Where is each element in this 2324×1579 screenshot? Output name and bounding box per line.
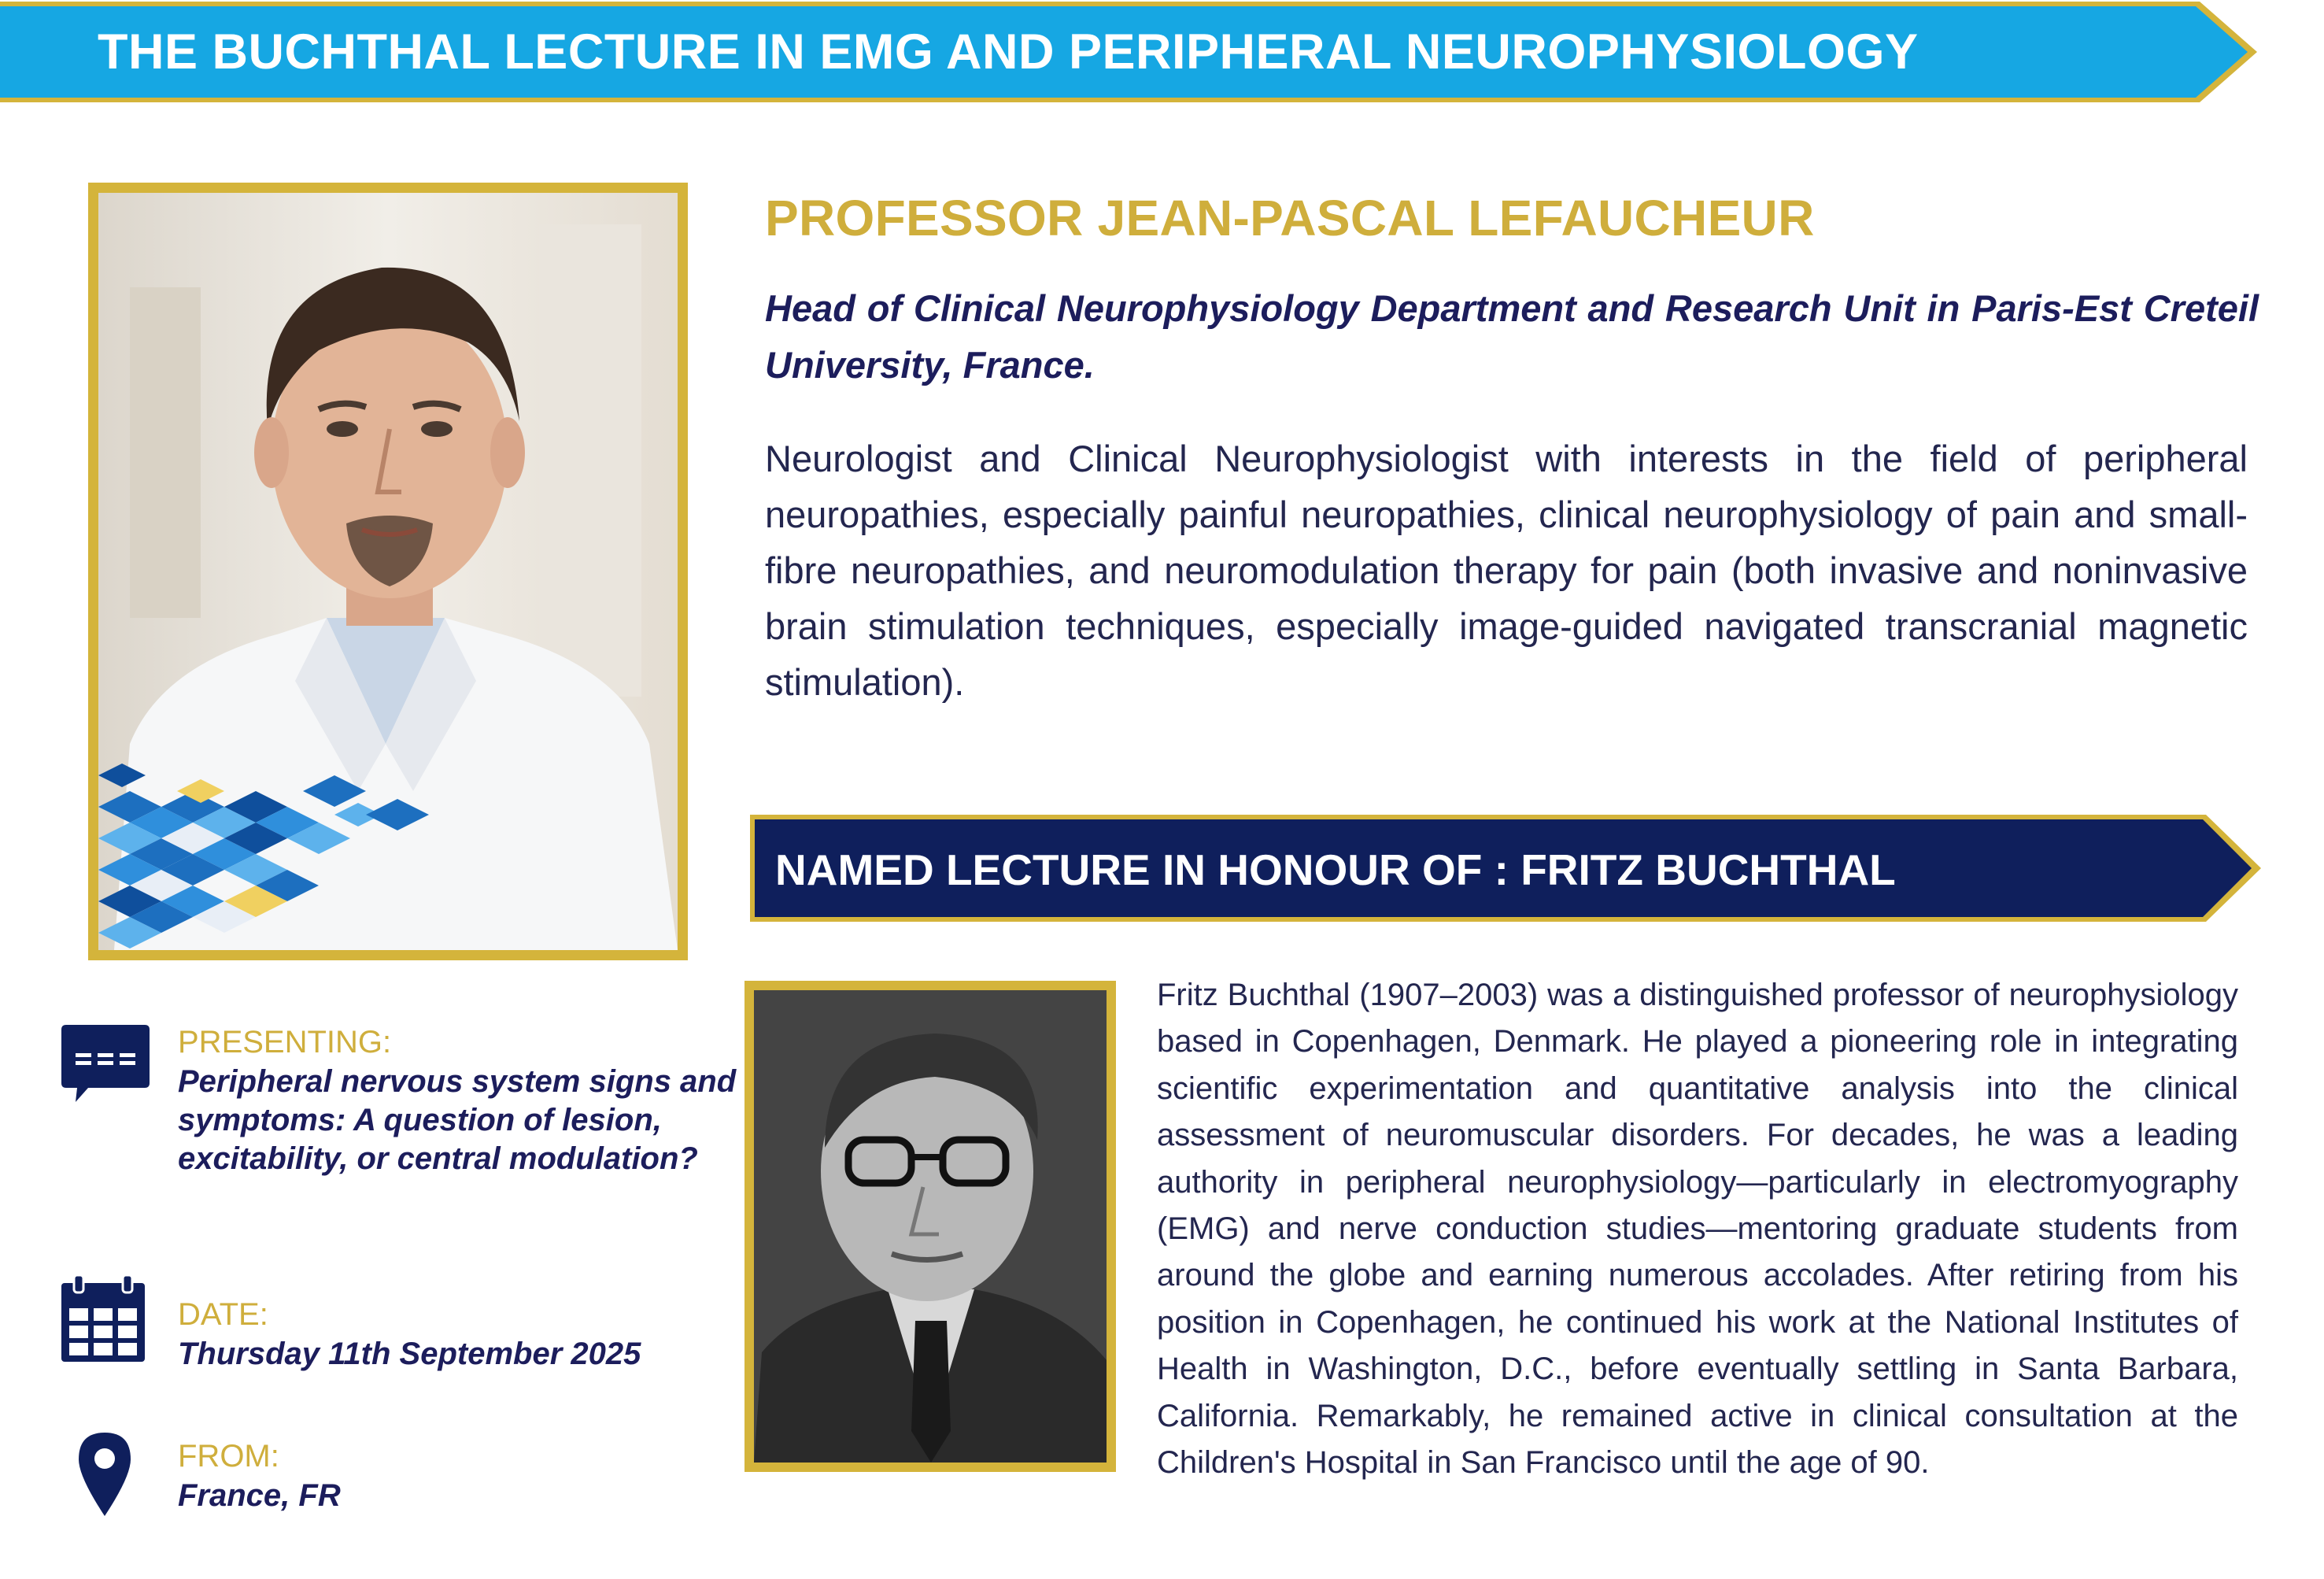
presenting-block bbox=[61, 1025, 746, 1230]
speaker-bio: Neurologist and Clinical Neurophysiologist with interests in the field of peripheral neuropathies, especially painful neuropathies, clinical neurophysiology of pain and small-fibre neuropathies, and neuromodulation therapy for pain (both invasive and noninvasive brain stimulation techniques, especially image-guided navigated transcranial magnetic stimulation). bbox=[765, 438, 2248, 703]
presenting-label: PRESENTING: bbox=[178, 1025, 392, 1059]
location-pin-icon bbox=[79, 1433, 131, 1516]
header-banner bbox=[0, 0, 2267, 104]
from-block bbox=[61, 1433, 746, 1527]
speech-bubble-icon bbox=[61, 1025, 150, 1105]
from-value: France, FR bbox=[178, 1478, 341, 1513]
from-label: FROM: bbox=[178, 1439, 279, 1474]
buchthal-bio: Fritz Buchthal (1907–2003) was a distinguished professor of neurophysiology based in Copenhagen, Denmark. He played a pioneering role in integrating scientific experimentation and quantitative analysis into the clinical assessment of neuromuscular disorders. For decades, he was a leading authority in peripheral neurophysiology—particularly in electromyography (EMG) and nerve conduction studies—mentoring graduate students from around the globe and earning numerous accolades. After retiring from his position in Copenhagen, he continued his work at the National Institutes of Health in Washington, D.C., before eventually settling in Santa Barbara, California. Remarkably, he remained active in clinical consultation at the Children's Hospital in San Francisco until the age of 90. bbox=[1157, 978, 2238, 1481]
date-value: Thursday 11th September 2025 bbox=[178, 1337, 641, 1371]
header-title: THE BUCHTHAL LECTURE IN EMG AND PERIPHERAL NEUROPHYSIOLOGY bbox=[98, 24, 1919, 80]
speaker-photo bbox=[88, 183, 688, 960]
named-lecture-banner bbox=[750, 815, 2263, 922]
calendar-icon bbox=[61, 1275, 145, 1362]
named-lecture-title: NAMED LECTURE IN HONOUR OF : FRITZ BUCHTHAL bbox=[775, 845, 1896, 894]
buchthal-photo bbox=[744, 981, 1116, 1472]
date-label: DATE: bbox=[178, 1297, 268, 1332]
date-block bbox=[61, 1275, 746, 1370]
presenting-value: Peripheral nervous system signs and symptoms: A question of lesion, excitability, or central modulation? bbox=[178, 1064, 737, 1176]
speaker-role: Head of Clinical Neurophysiology Department and Research Unit in Paris-Est Creteil University, France. bbox=[765, 287, 2259, 386]
speaker-name: PROFESSOR JEAN-PASCAL LEFAUCHEUR bbox=[765, 190, 1815, 246]
